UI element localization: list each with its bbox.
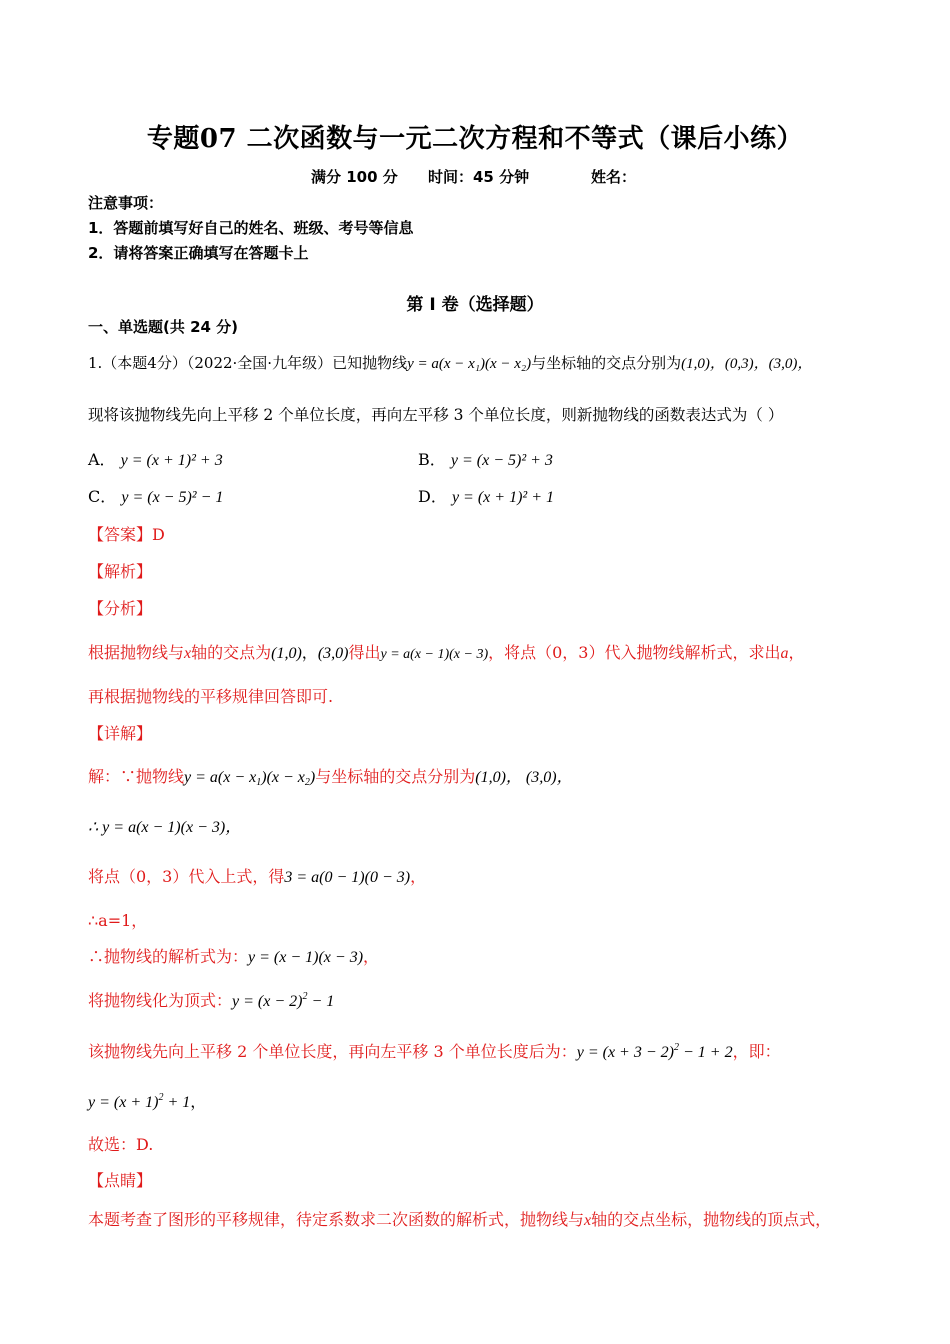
detail-line-9: 故选：D. [88, 1135, 154, 1154]
point-3-0: (3,0) [317, 645, 349, 662]
fenxi-label: 【分析】 [88, 599, 153, 618]
comma: ， [788, 643, 805, 662]
option-a[interactable] [88, 447, 223, 470]
detail-7-text-a: 该抛物线先向上平移 2 个单位长度，再向左平移 3 个单位长度后为： [88, 1042, 577, 1061]
detail-5-equation: y = (x − 1)(x − 3) [248, 949, 364, 966]
detail-label: 【详解】 [88, 724, 153, 743]
detail-line-3 [88, 864, 426, 887]
option-a-label: A． [88, 450, 116, 469]
question-1-line-1 [88, 352, 812, 373]
fenxi-equation: y = a(x − 1)(x − 3) [380, 647, 489, 662]
question-1-points: (1,0)，(0,3)，(3,0)， [681, 356, 813, 372]
var-x: x [184, 645, 192, 662]
notes-item-2: 2．请将答案正确填写在答题卡上 [88, 244, 309, 262]
fenxi-line-1 [88, 640, 805, 663]
detail-7-equation: $y = (x + 3 - 2)^2 - 1 + 2$ [576, 1042, 733, 1061]
part-title: 一、单选题(共 24 分) [88, 318, 239, 336]
fenxi-text-a: 根据抛物线与 [88, 643, 185, 662]
comma: ， [363, 947, 380, 966]
fenxi-text-d: ，将点（0，3）代入抛物线解析式，求出 [488, 643, 781, 662]
detail-line-5 [88, 944, 379, 967]
name-field-label: 姓名： [591, 168, 637, 186]
option-d[interactable] [418, 484, 554, 507]
detail-line-6 [88, 988, 334, 1011]
analysis-label: 【解析】 [88, 562, 153, 581]
section-title: 第 I 卷（选择题） [406, 295, 544, 315]
dianjing-text-b: 轴的交点坐标，抛物线的顶点式， [591, 1210, 832, 1229]
question-1-middle: 与坐标轴的交点分别为 [531, 354, 682, 372]
dianjing-text [88, 1207, 831, 1230]
answer-label: 【答案】D [88, 525, 165, 544]
fenxi-line-2: 再根据抛物线的平移规律回答即可. [88, 687, 334, 706]
detail-6-text: 将抛物线化为顶式： [88, 991, 233, 1010]
option-a-text: y = (x + 1)² + 3 [120, 452, 223, 469]
detail-1-equation: $y = a(x - x_1)(x - x_2)$ [184, 769, 316, 788]
option-c-label: C． [88, 487, 117, 506]
option-c[interactable] [88, 484, 223, 507]
detail-6-equation: $y = (x - 2)^2 - 1$ [232, 991, 335, 1010]
option-b-label: B． [418, 450, 446, 469]
detail-line-7 [88, 1039, 781, 1062]
notes-item-1: 1．答题前填写好自己的姓名、班级、考号等信息 [88, 219, 414, 237]
comma-sep: ， [301, 643, 318, 662]
option-c-text: y = (x − 5)² − 1 [121, 489, 224, 506]
var-x: x [584, 1212, 592, 1229]
option-b[interactable] [418, 447, 553, 470]
detail-1-text-b: 与坐标轴的交点分别为 [315, 767, 476, 786]
page-title: 专题07 二次函数与一元二次方程和不等式（课后小练） [146, 124, 804, 154]
comma: ， [410, 867, 427, 886]
detail-1-text-a: 解：∵抛物线 [88, 767, 185, 786]
detail-line-1 [88, 764, 573, 787]
dianjing-text-a: 本题考查了图形的平移规律，待定系数求二次函数的解析式，抛物线与 [88, 1210, 585, 1229]
fenxi-text-b: 轴的交点为 [191, 643, 272, 662]
var-a: a [780, 645, 789, 662]
notes-heading: 注意事项： [88, 194, 164, 212]
question-1-prefix: 1.（本题4分）（2022·全国·九年级）已知抛物线 [88, 354, 408, 372]
detail-line-8: $y = (x + 1)^2 + 1$， [88, 1092, 207, 1111]
option-d-text: y = (x + 1)² + 1 [451, 489, 554, 506]
question-1-equation: y = a(x − x₁)(x − x₂) [407, 356, 532, 372]
fenxi-text-c: 得出 [348, 643, 381, 662]
detail-5-text: ∴抛物线的解析式为： [88, 947, 249, 966]
time-info: 时间：45 分钟 [428, 168, 530, 186]
detail-7-text-b: ，即： [732, 1042, 781, 1061]
dianjing-label: 【点睛】 [88, 1171, 153, 1190]
detail-1-points: (1,0)， (3,0)， [475, 769, 573, 786]
point-1-0: (1,0) [271, 645, 302, 662]
question-1-line-2: 现将该抛物线先向上平移 2 个单位长度，再向左平移 3 个单位长度，则新抛物线的函数表达式为（ ） [88, 406, 784, 424]
option-d-label: D． [418, 487, 447, 506]
detail-3-text: 将点（0，3）代入上式，得 [88, 867, 285, 886]
detail-3-equation: 3 = a(0 − 1)(0 − 3) [284, 869, 411, 886]
option-b-text: y = (x − 5)² + 3 [450, 452, 553, 469]
score-info: 满分 100 分 [311, 168, 398, 186]
detail-line-2: ∴ y = a(x − 1)(x − 3)， [88, 819, 242, 836]
detail-line-4: ∴a=1， [88, 911, 148, 930]
